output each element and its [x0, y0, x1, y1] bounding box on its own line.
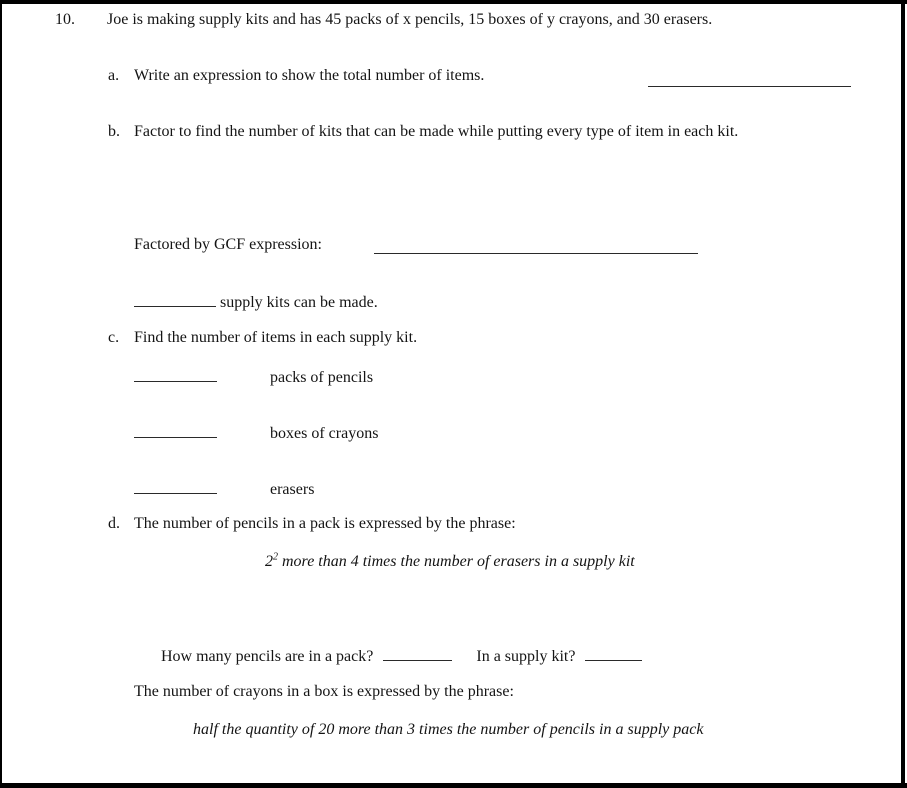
supply-kits-text: supply kits can be made. [220, 294, 378, 311]
erasers-count-blank [134, 479, 217, 494]
factored-gcf-answer-blank [374, 253, 698, 254]
pack-answer-blank [383, 646, 452, 661]
crayons-phrase-intro: The number of crayons in a box is expressed by the phrase: [134, 683, 514, 700]
how-many-row [161, 646, 642, 666]
factored-gcf-label: Factored by GCF expression: [134, 236, 322, 253]
part-a-label: a. [108, 67, 120, 84]
part-c-text: Find the number of items in each supply kit. [134, 329, 418, 346]
problem-statement: Joe is making supply kits and has 45 packs of x pencils, 15 boxes of y crayons, and 30 erasers. [107, 11, 713, 28]
item-row-pencils [134, 367, 373, 387]
crayons-item-label: boxes of crayons [270, 425, 379, 442]
pencils-phrase-base: 2 [265, 553, 273, 570]
part-a-answer-blank [648, 86, 851, 87]
page-border-left [0, 0, 2, 788]
part-a-text: Write an expression to show the total number of items. [134, 67, 485, 84]
page-border-bottom [0, 783, 907, 788]
page-border-right [901, 0, 905, 788]
page-border-top [0, 0, 907, 4]
question-number: 10. [55, 11, 75, 28]
part-d-label: d. [108, 515, 120, 532]
pencils-phrase-rest: more than 4 times the number of erasers in a supply kit [278, 553, 635, 570]
part-c-label: c. [108, 329, 120, 346]
supply-kits-count-blank [134, 292, 216, 307]
pencils-count-blank [134, 367, 217, 382]
kit-answer-blank [585, 646, 642, 661]
pencils-item-label: packs of pencils [270, 369, 374, 386]
item-row-crayons [134, 423, 378, 443]
pencils-phrase [265, 553, 635, 571]
part-d-text: The number of pencils in a pack is expressed by the phrase: [134, 515, 516, 532]
question-kit-text: In a supply kit? [476, 648, 576, 665]
part-b-text: Factor to find the number of kits that can be made while putting every type of item in each kit. [134, 123, 739, 140]
pencils-phrase-exponent: 2 [273, 551, 278, 563]
question-pack-text: How many pencils are in a pack? [161, 648, 374, 665]
crayons-count-blank [134, 423, 217, 438]
crayons-phrase: half the quantity of 20 more than 3 times the number of pencils in a supply pack [193, 721, 704, 738]
item-row-erasers [134, 479, 314, 499]
supply-kits-row [134, 292, 378, 312]
erasers-item-label: erasers [270, 481, 315, 498]
part-b-label: b. [108, 123, 120, 140]
